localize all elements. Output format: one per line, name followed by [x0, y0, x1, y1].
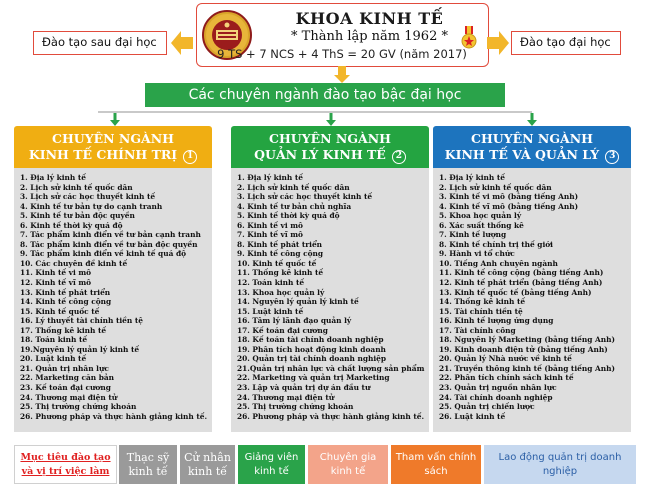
course-item: 8. Kinh tế chính trị thế giới [439, 239, 553, 249]
course-item: 15. Tài chính tiền tệ [439, 306, 523, 316]
undergraduate-box: Đào tạo đại học [511, 31, 621, 55]
column-heading-line2: KINH TẾ VÀ QUẢN LÝ [444, 147, 600, 162]
course-item: 17. Thống kê kinh tế [20, 325, 107, 335]
course-item: 16. Kinh tế lượng ứng dụng [439, 316, 554, 326]
staff-count-text: 9 TS + 7 NCS + 4 ThS = 20 GV (năm 2017) [217, 47, 467, 61]
column-heading-line2: QUẢN LÝ KINH TẾ [254, 147, 386, 162]
course-item: 22. Marketing và quản trị Marketing [237, 373, 390, 383]
course-item: 6. Kinh tế thời kỳ quá độ [20, 220, 123, 230]
course-item: 19.Nguyên lý quản lý kinh tế [20, 344, 140, 354]
course-list-economics-and-management [433, 168, 631, 432]
postgraduate-box: Đào tạo sau đại học [33, 31, 167, 55]
course-item: 6. Kinh tế vi mô [237, 220, 303, 230]
course-item: 17. Tài chính công [439, 325, 516, 335]
connector-line [98, 111, 532, 113]
course-item: 22. Phân tích chính sách kinh tế [439, 373, 574, 383]
course-item: 2. Lịch sử kinh tế quốc dân [20, 182, 133, 192]
business-management-box: Lao động quản trị doanh nghiệp [484, 445, 636, 484]
course-item: 14. Nguyên lý quản lý kinh tế [237, 297, 359, 307]
course-list-economic-management [231, 168, 429, 432]
course-item: 5. Kinh tế thời kỳ quá độ [237, 211, 340, 221]
course-item: 25. Quản trị chiến lược [439, 402, 535, 412]
course-item: 12. Kinh tế phát triển (bằng tiếng Anh) [439, 278, 603, 288]
course-item: 21.Quản trị nhân lực và chất lượng sản phẩm [237, 363, 425, 373]
course-item: 19. Phân tích hoạt động kinh doanh [237, 344, 386, 354]
course-item: 23. Kế toán đại cương [20, 383, 111, 393]
course-item: 11. Thống kê kinh tế [237, 268, 324, 278]
course-item: 23. Quản trị nguồn nhân lực [439, 383, 557, 393]
course-item: 4. Kinh tế vĩ mô (bằng tiếng Anh) [439, 201, 579, 211]
course-item: 14. Kinh tế công cộng [20, 297, 112, 307]
course-item: 24. Thương mại điện tử [237, 392, 335, 402]
bachelor-economics-box: Cử nhân kinh tế [180, 445, 235, 484]
course-item: 12. Kinh tế vĩ mô [20, 278, 92, 288]
course-item: 1. Địa lý kinh tế [20, 173, 86, 182]
course-item: 25. Thị trường chứng khoán [237, 402, 354, 412]
course-item: 24. Tài chính doanh nghiệp [439, 392, 553, 402]
course-item: 18. Kế toán tài chính doanh nghiệp [237, 335, 384, 345]
course-item: 10. Tiếng Anh chuyên ngành [439, 258, 558, 268]
course-item: 26. Luật kinh tế [439, 411, 506, 421]
column-heading-economic-management [231, 126, 429, 168]
course-item: 2. Lịch sử kinh tế quốc dân [439, 182, 552, 192]
course-item: 10. Kinh tế quốc tế [237, 258, 317, 268]
course-item: 25. Thị trường chứng khoán [20, 402, 137, 412]
programs-banner: Các chuyên ngành đào tạo bậc đại học [145, 83, 505, 107]
course-item: 26. Phương pháp và thực hành giảng kinh tế. [237, 411, 425, 421]
course-item: 16. Lý thuyết tài chính tiền tệ [20, 316, 143, 326]
course-item: 7. Kinh tế lượng [439, 230, 507, 240]
course-item: 3. Kinh tế vi mô (bằng tiếng Anh) [439, 192, 579, 202]
column3-arrow-icon [527, 113, 537, 126]
course-item: 13. Khoa học quản lý [237, 287, 325, 297]
column-number-badge: 3 [605, 150, 619, 164]
course-item: 6. Xác suất thống kê [439, 220, 524, 230]
course-item: 7. Kinh tế vĩ mô [237, 230, 303, 240]
course-item: 12. Toán kinh tế [237, 278, 305, 288]
column-heading-line2: KINH TẾ CHÍNH TRỊ [28, 147, 178, 162]
course-item: 26. Phương pháp và thực hành giảng kinh tế. [20, 411, 208, 421]
course-item: 14. Thống kê kinh tế [439, 297, 526, 307]
master-economics-box: Thạc sỹ kinh tế [119, 445, 177, 484]
course-item: 11. Kinh tế vi mô [20, 268, 92, 278]
course-item: 15. Kinh tế quốc tế [20, 306, 100, 316]
course-item: 18. Toán kinh tế [20, 335, 88, 345]
policy-advisory-box: Tham vấn chính sách [391, 445, 481, 484]
economic-expert-box: Chuyên gia kinh tế [308, 445, 388, 484]
course-item: 9. Tác phẩm kinh điển về kinh tế quá độ [20, 249, 187, 259]
column-heading-line1: CHUYÊN NGÀNH [269, 131, 391, 146]
column-number-badge: 2 [392, 150, 406, 164]
course-item: 17. Kế toán đại cương [237, 325, 328, 335]
column1-arrow-icon [110, 113, 120, 126]
course-item: 1. Địa lý kinh tế [439, 173, 505, 182]
faculty-header [196, 3, 489, 67]
course-item: 8. Kinh tế phát triển [237, 239, 323, 249]
course-item: 20. Quản lý Nhà nước về kinh tế [439, 354, 572, 364]
founded-text: * Thành lập năm 1962 * [291, 29, 448, 44]
arrow-left-icon [171, 29, 193, 57]
course-item: 24. Thương mại điện tử [20, 392, 118, 402]
column-heading-line1: CHUYÊN NGÀNH [471, 131, 593, 146]
column-heading-economics-and-management [433, 126, 631, 168]
course-item: 4. Kinh tế tư bản tự do cạnh tranh [20, 201, 163, 211]
course-item: 5. Kinh tế tư bản độc quyền [20, 211, 135, 221]
course-item: 18. Nguyên lý Marketing (bằng tiếng Anh) [439, 335, 615, 345]
course-item: 4. Kinh tế tư bản chủ nghĩa [237, 201, 352, 211]
course-item: 13. Kinh tế phát triển [20, 287, 111, 297]
course-item: 20. Luật kinh tế [20, 354, 87, 364]
course-item: 11. Kinh tế công cộng (bằng tiếng Anh) [439, 268, 604, 278]
course-list-political-economy [14, 168, 212, 432]
faculty-title: KHOA KINH TẾ [295, 9, 444, 28]
column-number-badge: 1 [183, 150, 197, 164]
course-item: 10. Các chuyên đề kinh tế [20, 258, 128, 268]
course-item: 15. Luật kinh tế [237, 306, 304, 316]
course-item: 20. Quản trị tài chính doanh nghiệp [237, 354, 387, 364]
column2-arrow-icon [326, 113, 336, 126]
column-heading-line1: CHUYÊN NGÀNH [52, 131, 174, 146]
column-heading-political-economy [14, 126, 212, 168]
arrow-right-icon [487, 29, 509, 57]
course-item: 9. Kinh tế công cộng [237, 249, 324, 259]
course-item: 5. Khoa học quản lý [439, 211, 522, 221]
course-item: 3. Lịch sử các học thuyết kinh tế [237, 192, 373, 202]
course-item: 13. Kinh tế quốc tế (bằng tiếng Anh) [439, 287, 592, 297]
course-item: 7. Tác phẩm kinh điển về tư bản cạnh tranh [20, 230, 201, 240]
course-item: 8. Tác phẩm kinh điển về tư bản độc quyền [20, 239, 198, 249]
course-item: 21. Quản trị nhân lực [20, 363, 109, 373]
course-item: 22. Marketing căn bản [20, 373, 115, 383]
course-item: 9. Hành vi tổ chức [439, 249, 515, 259]
course-item: 23. Lập và quản trị dự án đầu tư [237, 383, 371, 393]
course-item: 21. Truyền thông kinh tế (bằng tiếng Anh) [439, 363, 615, 373]
medal-icon [460, 26, 478, 50]
course-item: 19. Kinh doanh điện tử (bằng tiếng Anh) [439, 344, 608, 354]
arrow-down-icon [334, 66, 350, 83]
course-item: 3. Lịch sử các học thuyết kinh tế [20, 192, 156, 202]
course-item: 1. Địa lý kinh tế [237, 173, 303, 182]
course-item: 16. Tâm lý lãnh đạo quản lý [237, 316, 352, 326]
course-item: 2. Lịch sử kinh tế quốc dân [237, 182, 350, 192]
training-goals-link[interactable]: Mục tiêu đào tạo và vị trí việc làm [14, 445, 117, 484]
lecturer-box: Giảng viên kinh tế [238, 445, 305, 484]
